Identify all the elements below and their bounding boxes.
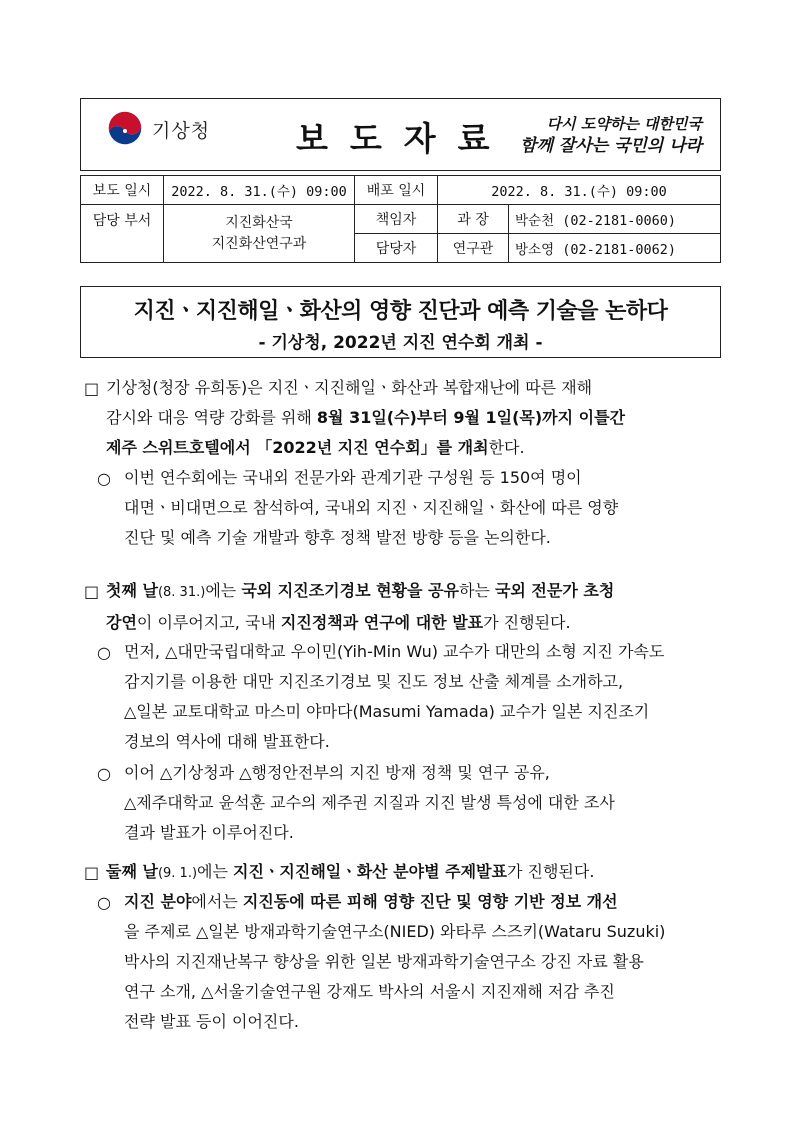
p3s1-line-3: 박사의 지진재난복구 향상을 위한 일본 방재과학기술연구소 강진 자료 활용 (124, 952, 644, 971)
p2-line-2 (106, 608, 726, 638)
p1-bold-dates: 8월 31일(수)부터 9월 1일(목)까지 이틀간 (316, 408, 626, 427)
header-box (80, 98, 721, 171)
dept-value (164, 205, 355, 263)
p2-text-end: 가 진행된다. (483, 613, 571, 632)
p2-text: 이 이루어지고, 국내 (136, 613, 281, 632)
p2-text: 에는 (205, 581, 242, 600)
p3s1-line-1 (124, 887, 726, 917)
headline: 지진ㆍ지진해일ㆍ화산의 영향 진단과 예측 기술을 논하다 (133, 299, 668, 324)
slogan-line-2: 함께 잘사는 국민의 나라 (520, 136, 702, 156)
paragraph-2 (106, 576, 726, 638)
p1s-line-1: 이번 연수회에는 국내외 전문가와 관계기관 구성원 등 150여 명이 (124, 468, 582, 487)
manager-label: 책임자 (355, 205, 438, 234)
square-bullet: □ (84, 863, 100, 882)
contact-label: 담당자 (355, 234, 438, 263)
p3s1-text: 에서는 (191, 892, 243, 911)
paragraph-1 (106, 373, 726, 463)
p3-line-1 (106, 857, 726, 889)
p3s1-bold-topic: 지진동에 따른 피해 영향 진단 및 영향 기반 정보 개선 (242, 892, 618, 911)
slogan-line-1: 다시 도약하는 대한민국 (546, 115, 702, 133)
table-row (81, 176, 721, 205)
p1-bold-venue: 제주 스위트호텔에서 「2022년 지진 연수회」를 개최 (106, 438, 489, 457)
taegeuk-logo-icon (103, 107, 147, 151)
p2-text: 하는 (458, 581, 495, 600)
dept-line-1: 지진화산국 (225, 214, 293, 231)
p1s-line-2: 대면ㆍ비대면으로 참석하여, 국내외 지진ㆍ지진해일ㆍ화산에 따른 영향 (124, 498, 619, 517)
p3s1-line-5: 전략 발표 등이 이어진다. (124, 1012, 299, 1031)
paragraph-2-sub-1 (124, 637, 726, 757)
p2-bold-3: 강연 (106, 613, 137, 632)
government-slogan (520, 113, 702, 157)
p3s1-line-2: 을 주제로 △일본 방재과학기술연구소(NIED) 와타루 스즈키(Wataru Suzuki) (124, 922, 666, 941)
p2-line-1 (106, 576, 726, 608)
quake-field-label: 지진 분야 (124, 892, 192, 911)
report-date-label: 보도 일시 (81, 176, 164, 205)
headline-box (80, 286, 721, 358)
subheadline: - 기상청, 2022년 지진 연수회 개최 - (258, 333, 543, 353)
manager-title: 과 장 (438, 205, 509, 234)
p1-line-3 (106, 433, 726, 463)
release-date-label: 배포 일시 (355, 176, 438, 205)
circle-bullet: ○ (97, 893, 111, 912)
manager-contact: 박순천 (02-2181-0060) (509, 205, 721, 234)
square-bullet: □ (84, 379, 100, 398)
second-day-date: (9. 1.) (157, 866, 198, 881)
kma-logo (103, 107, 210, 151)
paragraph-2-sub-2 (124, 758, 726, 848)
contact-contact: 방소영 (02-2181-0062) (509, 234, 721, 263)
p2s2-line-2: △제주대학교 윤석훈 교수의 제주권 지질과 지진 발생 특성에 대한 조사 (124, 793, 615, 812)
paragraph-3 (106, 857, 726, 889)
p2s1-line-2: 감지기를 이용한 대만 지진조기경보 및 진도 정보 산출 체계를 소개하고, (124, 672, 624, 691)
contact-title: 연구관 (438, 234, 509, 263)
p2s1-line-4: 경보의 역사에 대해 발표한다. (124, 732, 330, 751)
p2s2-line-1: 이어 △기상청과 △행정안전부의 지진 방재 정책 및 연구 공유, (124, 763, 550, 782)
doc-type-title: 보도자료 (296, 119, 512, 158)
release-info-table (80, 175, 721, 263)
p1s-line-3: 진단 및 예측 기술 개발과 향후 정책 발전 방향 등을 논의한다. (124, 528, 551, 547)
p3-text: 에는 (197, 862, 234, 881)
circle-bullet: ○ (97, 643, 111, 662)
p3s1-line-4: 연구 소개, △서울기술연구원 강재도 박사의 서울시 지진재해 저감 추진 (124, 982, 615, 1001)
p3-text-end: 가 진행된다. (506, 862, 595, 881)
p3-bold: 지진ㆍ지진해일ㆍ화산 분야별 주제발표 (233, 862, 507, 881)
p2s1-line-3: △일본 교토대학교 마스미 야마다(Masumi Yamada) 교수가 일본 지진조기 (124, 702, 650, 721)
org-name: 기상청 (152, 119, 211, 142)
p2s1-line-1: 먼저, △대만국립대학교 우이민(Yih-Min Wu) 교수가 대만의 소형 지진 가속도 (124, 642, 665, 661)
report-date-value: 2022. 8. 31.(수) 09:00 (164, 176, 355, 205)
p2s2-line-3: 결과 발표가 이루어진다. (124, 823, 294, 842)
p1-text-end: 한다. (488, 438, 525, 457)
p2-bold-4: 지진정책과 연구에 대한 발표 (280, 613, 484, 632)
p1-line-2 (106, 403, 726, 433)
dept-line-2: 지진화산연구과 (211, 235, 307, 252)
release-date-value: 2022. 8. 31.(수) 09:00 (438, 176, 721, 205)
first-day-label: 첫째 날 (106, 581, 158, 600)
square-bullet: □ (84, 582, 100, 601)
table-row (81, 205, 721, 234)
dept-label: 담당 부서 (81, 205, 164, 263)
second-day-label: 둘째 날 (106, 862, 158, 881)
paragraph-3-sub-1 (124, 887, 726, 1037)
p2-bold-2: 국외 전문가 초청 (494, 581, 615, 600)
p2-bold-1: 국외 지진조기경보 현황을 공유 (241, 581, 459, 600)
circle-bullet: ○ (97, 764, 111, 783)
first-day-date: (8. 31.) (157, 585, 206, 600)
paragraph-1-sub (124, 463, 726, 553)
p1-text: 감시와 대응 역량 강화를 위해 (106, 408, 317, 427)
circle-bullet: ○ (97, 469, 111, 488)
p1-line-1: 기상청(청장 유희동)은 지진ㆍ지진해일ㆍ화산과 복합재난에 따른 재해 (106, 378, 593, 397)
